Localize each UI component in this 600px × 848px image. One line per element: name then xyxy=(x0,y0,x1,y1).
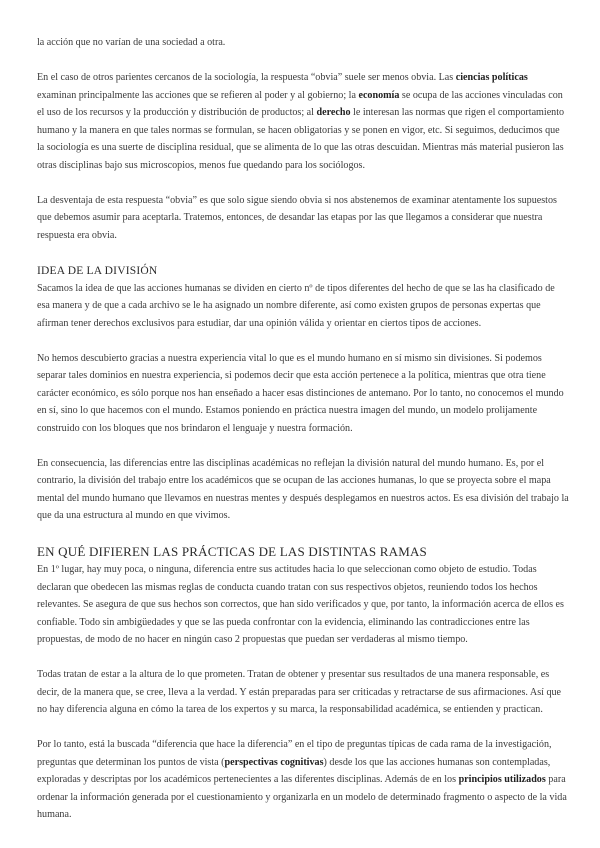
paragraph-division-origin: Sacamos la idea de que las acciones humanas se dividen en cierto nº de tipos diferentes del hecho de que se las ha clasificado de esa manera y de que a cada archivo se le ha asignado un nombre diferente, así como existen grupos de personas expertas que afirman tener derechos exclusivos para estudiar, dar una opinión válida y orientar en ciertos tipos de acciones. xyxy=(37,282,555,329)
paragraph-promise: Todas tratan de estar a la altura de lo que prometen. Tratan de obtener y presentar sus resultados de una manera responsable, es decir, de la manera que, se cree, lleva a la verdad. Y están preparadas para ser criticadas y retractarse de sus afirmaciones. Así que no hay diferencia alguna en cómo la tarea de los expertos y su marca, la responsabilidad académica, se entienden y practican. xyxy=(37,669,562,715)
paragraph-consequence: En consecuencia, las diferencias entre las disciplinas académicas no reflejan la división natural del mundo humano. Es, por el contrario, la división del trabajo entre los académicos que se ocupan de las acciones humanas, lo que se proyecta sobre el mapa mental del mundo humano que llevamos en nuestras mentes y después desplegamos en nuestros actos. Es esa división del trabajo la que da una estructura al mundo en que vivimos. xyxy=(37,457,569,521)
bold-term-ciencias-politicas: ciencias políticas xyxy=(455,72,528,83)
heading-idea-division: IDEA DE LA DIVISIÓN xyxy=(37,264,158,277)
text-run: para ordenar la información generada por el cuestionamiento y organizarla en un modelo de determinado fragmento o aspecto de la vida humana. xyxy=(37,774,567,820)
paragraph-experience: No hemos descubierto gracias a nuestra experiencia vital lo que es el mundo humano en sí mismo sin divisiones. Si podemos separar tales dominios en nuestra experiencia, si podemos decir que esta acción pertenece a la política, mientras que otra tiene carácter económico, es sólo porque nos han enseñado a hacer esas distinciones de antemano. Por lo tanto, no conocemos el mundo en sí, sino lo que hacemos con el mundo. Estamos poniendo en práctica nuestra imagen del mundo, un modelo prolijamente construido con los bloques que nos brindaron el lenguaje y nuestra formación. xyxy=(37,352,564,434)
bold-term-principios-utilizados: principios utilizados xyxy=(458,774,546,785)
heading-practices-differ: EN QUÉ DIFIEREN LAS PRÁCTICAS DE LAS DISTINTAS RAMAS xyxy=(37,544,427,559)
paragraph-related-disciplines xyxy=(37,69,569,174)
text-run: En el caso de otros parientes cercanos de la sociología, la respuesta “obvia” suele ser menos obvia. Las xyxy=(37,72,456,83)
paragraph-first-place: En 1º lugar, hay muy poca, o ninguna, diferencia entre sus actitudes hacia lo que seleccionan como objeto de estudio. Todas declaran que obedecen las mismas reglas de conducta cuando tratan con sus respectivos objetos, reuniendo todos los hechos relevantes. Se asegura de que sus hechos son correctos, que han sido verificados y que, por tanto, la información acerca de ellos es confiable. Todo sin ambigüedades y que se las pueda confrontar con la evidencia, eliminando las contradicciones entre las propuestas, de modo de no hacer en ningún caso 2 propuestas que puedan ser verdaderas al mismo tiempo. xyxy=(37,564,564,645)
bold-term-economia: economía xyxy=(358,89,400,101)
text-run: Por lo tanto, está la buscada “diferencia que hace la diferencia” en el tipo de preguntas típicas de cada rama de la investigación, preguntas que determinan los puntos de vista ( xyxy=(37,739,552,768)
text-run: se ocupa de las acciones vinculadas con el uso de los recursos y la producción y distribución de productos; al xyxy=(37,89,563,118)
bold-term-perspectivas-cognitivas: perspectivas cognitivas xyxy=(224,756,324,768)
document-page xyxy=(37,34,569,841)
text-run: examinan principalmente las acciones que se refieren al poder y al gobierno; la xyxy=(37,89,359,101)
text-run: le interesan las normas que rigen el comportamiento humano y la manera en que tales normas se formulan, se hacen obligatorias y se ponen en vigor, etc. Si seguimos, deducimos que la sociología es una suerte de disciplina residual, que se alimenta de lo que las otras descuidan. Mientras más material pusieron las otras disciplinas bajo sus microscopios, menos fue quedando para los sociólogos. xyxy=(37,107,565,171)
paragraph-disadvantage: La desventaja de esta respuesta “obvia” es que solo sigue siendo obvia si nos abstenemos de examinar atentamente los supuestos que debemos asumir para aceptarla. Tratemos, entonces, de desandar las etapas por las que llegamos a considerar que nuestra respuesta era obvia. xyxy=(37,194,557,241)
paragraph-difference xyxy=(37,736,569,824)
paragraph-intro-tail: la acción que no varían de una sociedad a otra. xyxy=(37,37,226,48)
text-run: ) desde los que las acciones humanas son contempladas, exploradas y descriptas por los académicos pertenecientes a las diferentes disciplinas. Además de en los xyxy=(37,756,551,785)
bold-term-derecho: derecho xyxy=(316,107,351,118)
